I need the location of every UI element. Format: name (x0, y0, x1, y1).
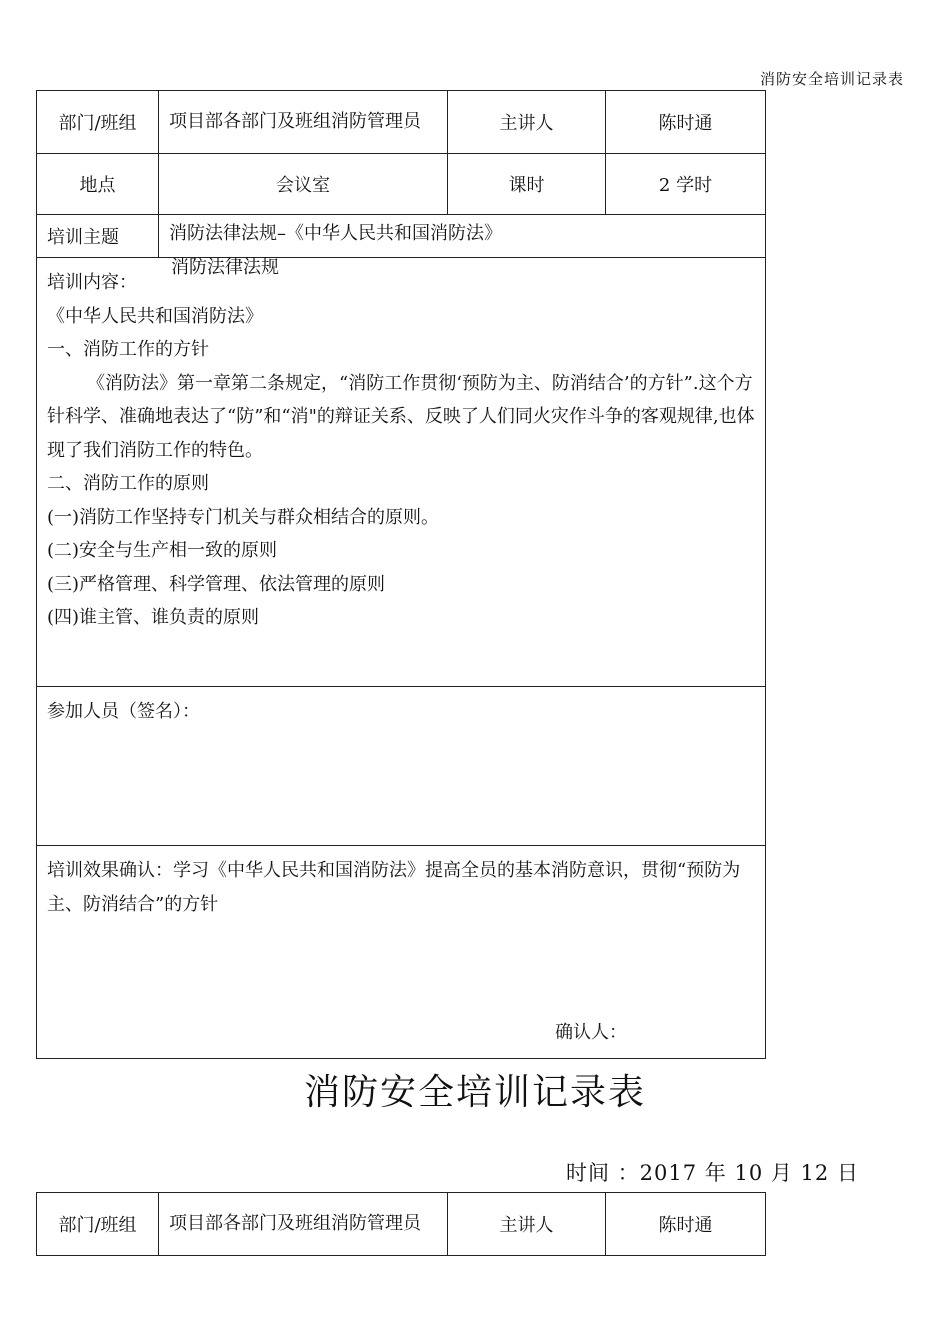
location-value: 会议室 (159, 154, 448, 215)
document-title: 消防安全培训记录表 (303, 1072, 646, 1113)
content-line: (三)严格管理、科学管理、依法管理的原则 (47, 573, 386, 595)
content-heading: 一、消防工作的方针 (47, 339, 209, 360)
dept-label: 部门/班组 (37, 1193, 159, 1256)
location-label: 地点 (37, 154, 159, 215)
content-paragraph: 《消防法》第一章第二条规定，“消防工作贯彻‘预防为主、防消结合’的方针”.这个方针科学、准确地表达了“防”和“消"的辩证关系、反映了人们同火灾作斗争的客观规律,也体现了我们消防工作的特色。 (47, 372, 755, 461)
topic-overflow-text: 消防法律法规 (171, 257, 279, 278)
topic-value: 消防法律法规–《中华人民共和国消防法》 (159, 215, 766, 258)
lecturer-value: 陈时通 (606, 1193, 766, 1256)
training-record-form-2 (36, 1192, 766, 1256)
effect-text: 培训效果确认：学习《中华人民共和国消防法》提高全员的基本消防意识，贯彻“预防为主、防消结合”的方针 (47, 860, 741, 915)
hours-value: 2 学时 (606, 154, 766, 215)
dept-label: 部门/班组 (37, 91, 159, 154)
training-content (37, 258, 766, 687)
lecturer-label: 主讲人 (448, 91, 606, 154)
effect-confirmation-cell (37, 846, 766, 1059)
lecturer-value: 陈时通 (606, 91, 766, 154)
content-line: (一)消防工作坚持专门机关与群众相结合的原则。 (47, 506, 440, 528)
hours-label: 课时 (448, 154, 606, 215)
content-line: (二)安全与生产相一致的原则 (47, 540, 278, 561)
content-line: (四)谁主管、谁负责的原则 (47, 607, 260, 628)
participants-cell (37, 687, 766, 846)
dept-value: 项目部各部门及班组消防管理员 (159, 1193, 448, 1256)
date-line: 时间 ：2017 年 10 月 12 日 (566, 1161, 859, 1185)
topic-label: 培训主题 (37, 215, 159, 258)
confirmer-label: 确认人： (555, 1022, 627, 1043)
running-header: 消防安全培训记录表 (759, 70, 904, 88)
content-heading: 二、消防工作的原则 (47, 473, 209, 494)
training-record-form (36, 90, 766, 1059)
lecturer-label: 主讲人 (448, 1193, 606, 1256)
content-line: 《中华人民共和国消防法》 (47, 305, 263, 327)
participants-label: 参加人员（签名）： (47, 701, 200, 722)
content-label: 培训内容： (47, 272, 137, 293)
dept-value: 项目部各部门及班组消防管理员 (159, 91, 448, 154)
